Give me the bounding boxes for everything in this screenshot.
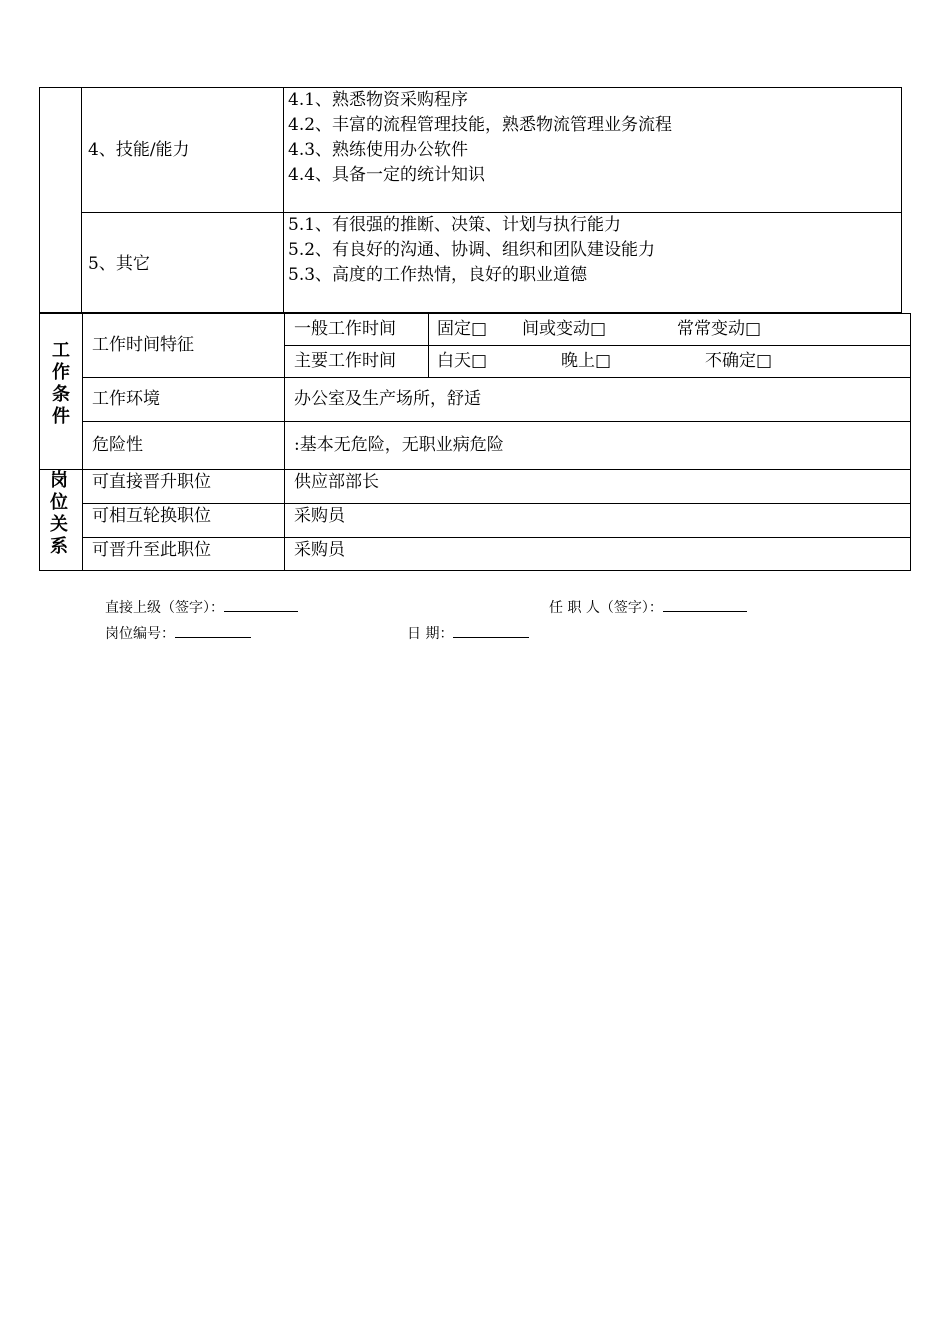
other-label: 5、其它: [88, 254, 150, 274]
supervisor-signature-blank[interactable]: [224, 597, 298, 612]
list-item: 4.1、熟悉物资采购程序: [288, 90, 469, 110]
date-field: [407, 622, 529, 647]
column-divider: [81, 87, 82, 313]
option-daytime-checkbox[interactable]: 白天□: [437, 351, 488, 371]
date-label: 日 期：: [407, 626, 454, 642]
row-divider: [82, 421, 911, 422]
holder-signature: [549, 596, 747, 621]
option-night-checkbox[interactable]: 晚上□: [561, 351, 612, 371]
supervisor-signature: [105, 596, 298, 621]
skills-label: 4、技能/能力: [88, 140, 190, 160]
table-row-label: 可相互轮换职位: [92, 506, 211, 526]
table-row-value: 供应部部长: [294, 472, 379, 492]
option-frequent-change-checkbox[interactable]: 常常变动□: [677, 319, 762, 339]
risk-label: 危险性: [92, 435, 143, 455]
position-number-label: 岗位编号：: [105, 626, 175, 642]
column-divider: [283, 87, 284, 313]
general-time-label: 一般工作时间: [294, 319, 396, 339]
table-row-value: 采购员: [294, 506, 345, 526]
table-row-value: 采购员: [294, 540, 345, 560]
table-row-label: 可直接晋升职位: [92, 472, 211, 492]
skills-list: [288, 88, 672, 188]
option-fixed-checkbox[interactable]: 固定□: [437, 319, 488, 339]
option-uncertain-checkbox[interactable]: 不确定□: [705, 351, 773, 371]
row-divider: [82, 377, 911, 378]
work-time-label: 工作时间特征: [92, 335, 194, 355]
list-item: 5.3、高度的工作热情，良好的职业道德: [288, 265, 588, 285]
option-occasional-change-checkbox[interactable]: 间或变动□: [522, 319, 607, 339]
section-char: 位: [50, 492, 68, 513]
position-relations-section-label: [48, 470, 70, 558]
section-char: 条: [52, 384, 70, 405]
row-divider: [284, 345, 911, 346]
section-char: 岗: [50, 470, 68, 491]
list-item: 4.3、熟练使用办公软件: [288, 140, 469, 160]
position-number-blank[interactable]: [175, 623, 251, 638]
other-list: [288, 213, 655, 288]
environment-value: 办公室及生产场所，舒适: [294, 389, 481, 409]
holder-signature-blank[interactable]: [663, 597, 747, 612]
holder-signature-label: 任 职 人（签字）：: [549, 600, 663, 616]
section-char: 件: [52, 406, 70, 427]
list-item: 5.1、有很强的推断、决策、计划与执行能力: [288, 215, 622, 235]
table-row-label: 可晋升至此职位: [92, 540, 211, 560]
work-conditions-section-label: [50, 340, 72, 428]
list-item: 5.2、有良好的沟通、协调、组织和团队建设能力: [288, 240, 656, 260]
main-time-label: 主要工作时间: [294, 351, 396, 371]
risk-value: :基本无危险，无职业病危险: [294, 435, 504, 455]
list-item: 4.2、丰富的流程管理技能，熟悉物流管理业务流程: [288, 115, 673, 135]
list-item: 4.4、具备一定的统计知识: [288, 165, 486, 185]
position-number: [105, 622, 251, 647]
date-blank[interactable]: [453, 623, 529, 638]
section-char: 工: [52, 340, 70, 361]
column-divider: [284, 313, 285, 571]
environment-label: 工作环境: [92, 389, 160, 409]
section-char: 作: [52, 362, 70, 383]
section-char: 系: [50, 536, 68, 557]
supervisor-signature-label: 直接上级（签字）：: [105, 600, 224, 616]
column-divider: [82, 313, 83, 571]
section-char: 关: [50, 514, 68, 535]
